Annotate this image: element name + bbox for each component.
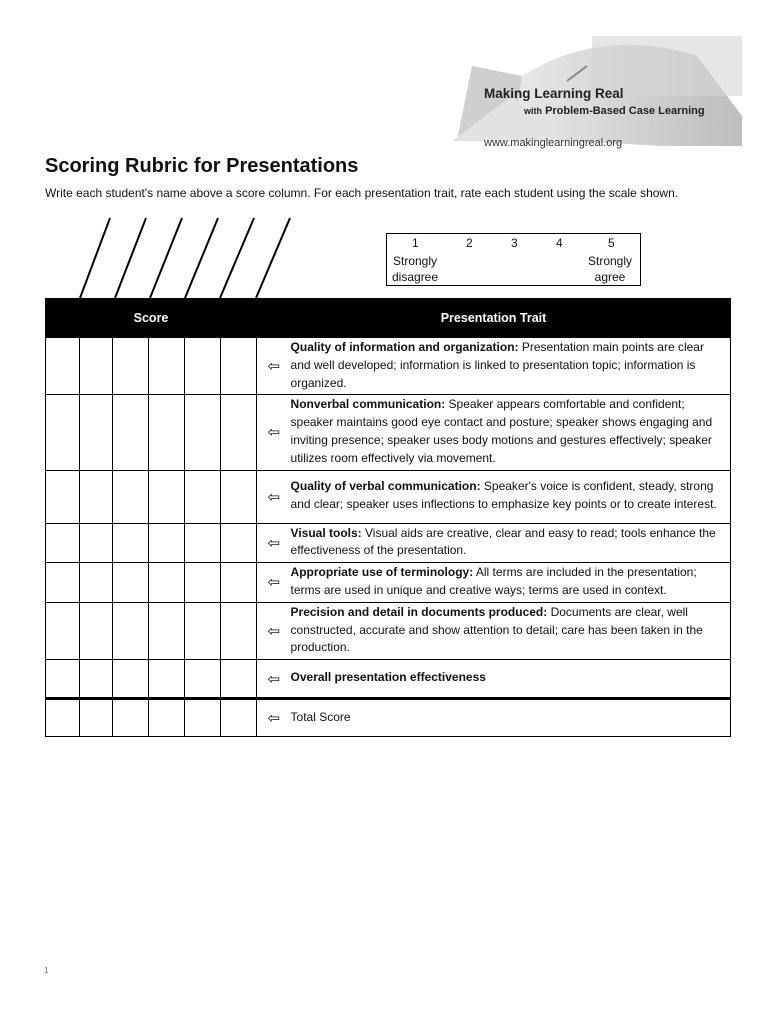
scale-number: 2 xyxy=(466,236,473,250)
score-cell[interactable] xyxy=(80,470,113,523)
trait-detail: Speaker's voice is confident, steady, strong and clear; speaker uses inflections to emphasize key points or to create interest. xyxy=(290,479,717,512)
table-row xyxy=(46,602,731,659)
score-cell[interactable] xyxy=(149,602,185,659)
score-cell[interactable] xyxy=(185,523,221,563)
total-score-cell[interactable] xyxy=(80,699,113,737)
score-cell[interactable] xyxy=(46,602,80,659)
score-cell[interactable] xyxy=(185,395,221,470)
total-score-label: Total Score xyxy=(291,699,731,737)
score-header: Score xyxy=(46,299,257,338)
total-score-cell[interactable] xyxy=(185,699,221,737)
trait-name: Precision and detail in documents produced: xyxy=(290,604,548,619)
score-cell[interactable] xyxy=(149,338,185,395)
score-cell[interactable] xyxy=(80,660,113,699)
scale-number: 1 xyxy=(412,236,419,250)
total-score-cell[interactable] xyxy=(46,699,80,737)
total-row xyxy=(46,699,731,737)
trait-description xyxy=(291,395,731,470)
left-arrow-icon: ⇦ xyxy=(257,660,291,699)
scale-low-label-line: Strongly xyxy=(393,254,438,268)
score-cell[interactable] xyxy=(113,563,149,603)
left-arrow-icon: ⇦ xyxy=(257,563,291,603)
score-cell[interactable] xyxy=(46,338,80,395)
trait-name: Appropriate use of terminology: xyxy=(290,565,474,580)
score-cell[interactable] xyxy=(80,395,113,470)
trait-description xyxy=(291,563,731,603)
table-row xyxy=(46,395,731,470)
rubric-table xyxy=(45,298,731,737)
scale-number: 4 xyxy=(556,236,563,250)
score-cell[interactable] xyxy=(113,523,149,563)
score-cell[interactable] xyxy=(113,660,149,699)
page-title: Scoring Rubric for Presentations xyxy=(45,155,359,177)
score-cell[interactable] xyxy=(80,338,113,395)
footer-mark: 1 xyxy=(44,966,49,975)
scale-number: 3 xyxy=(511,236,518,250)
scale-high-label-line: Strongly xyxy=(588,254,633,268)
scale-high-label-line: agree xyxy=(594,270,626,284)
scale-low-label xyxy=(392,253,438,285)
trait-header: Presentation Trait xyxy=(257,299,731,338)
score-cell[interactable] xyxy=(46,470,80,523)
logo-subtitle-with: with xyxy=(524,106,542,116)
trait-detail: Documents are clear, well constructed, accurate and show attention to detail; care has been taken in the production. xyxy=(290,604,703,655)
score-cell[interactable] xyxy=(149,660,185,699)
score-cell[interactable] xyxy=(46,660,80,699)
score-cell[interactable] xyxy=(185,470,221,523)
score-cell[interactable] xyxy=(221,338,257,395)
score-cell[interactable] xyxy=(221,470,257,523)
student-name-slashes xyxy=(70,212,310,304)
score-cell[interactable] xyxy=(149,563,185,603)
score-cell[interactable] xyxy=(113,338,149,395)
trait-detail: Presentation main points are clear and well developed; information is linked to presentation topic; information is organized. xyxy=(290,340,704,390)
table-row xyxy=(46,563,731,603)
total-score-cell[interactable] xyxy=(113,699,149,737)
score-cell[interactable] xyxy=(221,563,257,603)
logo-subtitle-text: Problem-Based Case Learning xyxy=(545,105,705,117)
trait-name: Overall presentation effectiveness xyxy=(290,670,486,685)
score-cell[interactable] xyxy=(149,523,185,563)
scale-number: 5 xyxy=(608,236,615,250)
score-cell[interactable] xyxy=(80,602,113,659)
table-header-row xyxy=(46,299,731,338)
score-cell[interactable] xyxy=(149,395,185,470)
table-row xyxy=(46,338,731,395)
left-arrow-icon: ⇦ xyxy=(257,470,291,523)
trait-description xyxy=(291,523,731,563)
score-cell[interactable] xyxy=(185,660,221,699)
scale-low-label-line: disagree xyxy=(392,270,439,284)
left-arrow-icon: ⇦ xyxy=(257,699,291,737)
trait-name: Quality of information and organization: xyxy=(290,340,519,354)
trait-description xyxy=(291,660,731,699)
trait-description xyxy=(291,602,731,659)
score-cell[interactable] xyxy=(221,660,257,699)
score-cell[interactable] xyxy=(46,563,80,603)
left-arrow-icon: ⇦ xyxy=(257,338,291,395)
trait-description xyxy=(291,338,731,395)
score-cell[interactable] xyxy=(221,602,257,659)
logo-url: www.makinglearningreal.org xyxy=(484,137,623,149)
instructions: Write each student's name above a score column. For each presentation trait, rate each student using the scale shown. xyxy=(45,186,679,200)
score-cell[interactable] xyxy=(80,523,113,563)
score-cell[interactable] xyxy=(185,338,221,395)
score-cell[interactable] xyxy=(149,470,185,523)
trait-detail: Speaker appears comfortable and confident; speaker maintains good eye contact and posture; speaker shows engaging and inviting presence; speaker uses body motions and gestures effectively; speaker utilizes room effectively via movement. xyxy=(290,397,713,465)
total-score-cell[interactable] xyxy=(149,699,185,737)
left-arrow-icon: ⇦ xyxy=(257,395,291,470)
trait-name: Quality of verbal communication: xyxy=(290,479,481,494)
score-cell[interactable] xyxy=(221,395,257,470)
table-row xyxy=(46,470,731,523)
table-row xyxy=(46,660,731,699)
left-arrow-icon: ⇦ xyxy=(257,602,291,659)
trait-name: Nonverbal communication: xyxy=(290,397,446,412)
score-cell[interactable] xyxy=(221,523,257,563)
score-cell[interactable] xyxy=(185,563,221,603)
trait-description xyxy=(291,470,731,523)
score-cell[interactable] xyxy=(113,395,149,470)
table-row xyxy=(46,523,731,563)
score-cell[interactable] xyxy=(113,470,149,523)
rating-scale xyxy=(386,233,641,286)
logo-title: Making Learning Real xyxy=(484,86,624,101)
total-score-cell[interactable] xyxy=(221,699,257,737)
score-cell[interactable] xyxy=(80,563,113,603)
score-cell[interactable] xyxy=(185,602,221,659)
score-cell[interactable] xyxy=(46,523,80,563)
trait-name: Visual tools: xyxy=(290,525,362,540)
left-arrow-icon: ⇦ xyxy=(257,523,291,563)
trait-detail: Visual aids are creative, clear and easy to read; tools enhance the effectiveness of the presentation. xyxy=(290,525,716,558)
score-cell[interactable] xyxy=(46,395,80,470)
score-cell[interactable] xyxy=(113,602,149,659)
logo-subtitle xyxy=(524,105,705,117)
scale-high-label xyxy=(588,253,632,285)
trait-detail: All terms are included in the presentation; terms are used in unique and creative ways; terms are used in context. xyxy=(290,565,697,597)
